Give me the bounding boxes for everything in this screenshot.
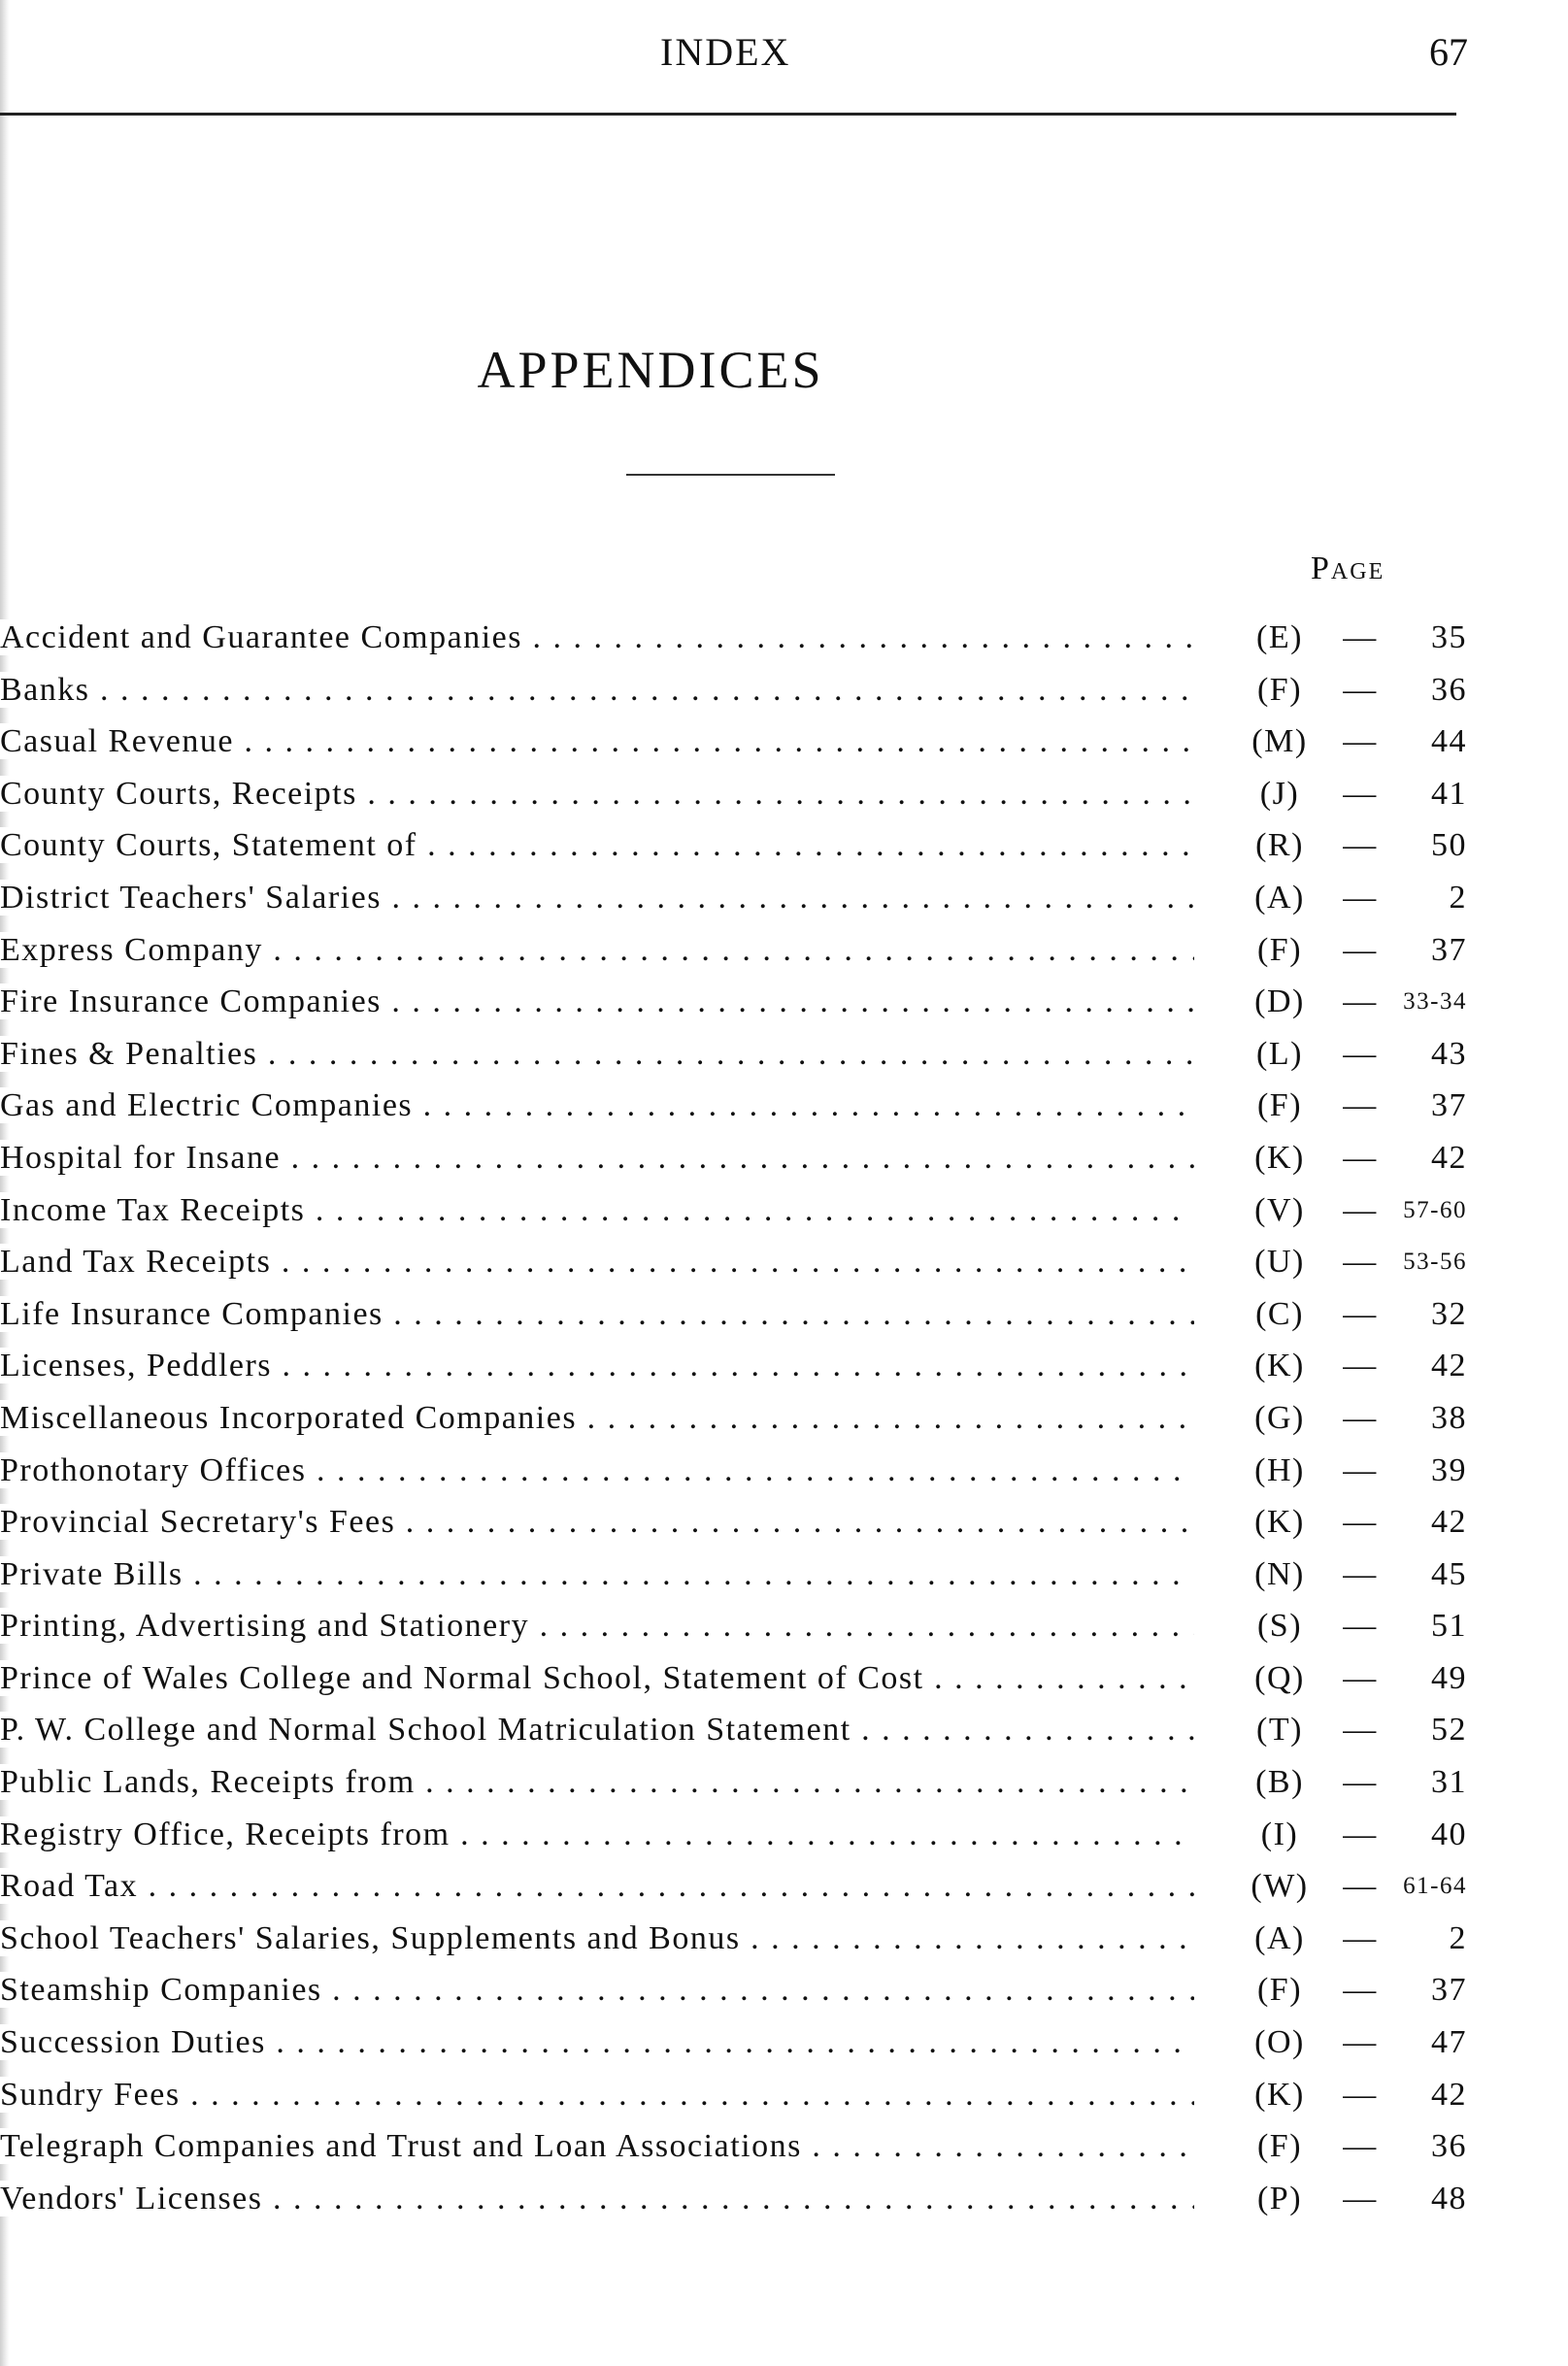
index-entry <box>0 1132 1568 1184</box>
entry-name <box>0 664 1194 716</box>
entry-name-text: Casual Revenue <box>0 723 234 760</box>
index-entry <box>0 1600 1568 1652</box>
entry-dash: — <box>1343 1712 1378 1749</box>
index-entry <box>0 2069 1568 2121</box>
entry-name-text: Prince of Wales College and Normal School, Statement of Cost <box>0 1659 924 1696</box>
entry-name <box>0 1184 1194 1237</box>
entry-appendix-code: (K) <box>1254 1139 1305 1176</box>
entry-dash: — <box>1343 1919 1378 1956</box>
index-entry <box>0 1445 1568 1497</box>
entry-dash: — <box>1343 671 1378 708</box>
entry-name <box>0 2120 1194 2173</box>
index-entry <box>0 1392 1568 1445</box>
entry-dash: — <box>1343 1087 1378 1124</box>
entry-name <box>0 1080 1194 1132</box>
entry-dash: — <box>1343 1608 1378 1645</box>
entry-page: 32 <box>1431 1295 1467 1332</box>
entry-dash: — <box>1343 2024 1378 2061</box>
entry-dash: — <box>1343 931 1378 968</box>
entry-name-text: Private Bills <box>0 1555 183 1592</box>
entry-appendix-code: (V) <box>1254 1191 1305 1228</box>
section-title: APPENDICES <box>477 341 824 399</box>
index-entry <box>0 664 1568 716</box>
index-entry <box>0 1340 1568 1392</box>
entry-page: 2 <box>1449 879 1467 916</box>
entry-dash: — <box>1343 1451 1378 1488</box>
entry-name-text: Fire Insurance Companies <box>0 983 382 1020</box>
entry-appendix-code: (K) <box>1254 1348 1305 1384</box>
index-entry <box>0 872 1568 924</box>
entry-name-text: Public Lands, Receipts from <box>0 1764 416 1801</box>
entry-dash: — <box>1343 1764 1378 1801</box>
entry-name <box>0 1288 1194 1341</box>
index-entry <box>0 1549 1568 1601</box>
entry-appendix-code: (F) <box>1256 2128 1303 2165</box>
entry-name <box>0 2173 1194 2225</box>
entry-dash: — <box>1343 1972 1378 2009</box>
index-entry <box>0 2016 1568 2069</box>
entry-name <box>0 1809 1194 1861</box>
entry-dash: — <box>1343 775 1378 812</box>
entry-name <box>0 2069 1194 2121</box>
entry-name <box>0 1028 1194 1081</box>
entry-appendix-code: (C) <box>1255 1295 1304 1332</box>
entry-page: 42 <box>1431 2076 1467 2113</box>
entry-page: 33-34 <box>1403 988 1467 1016</box>
entry-dash: — <box>1343 983 1378 1020</box>
index-entry <box>0 1809 1568 1861</box>
entry-page: 50 <box>1431 827 1467 864</box>
entry-appendix-code: (F) <box>1256 1972 1303 2009</box>
entry-name <box>0 612 1194 664</box>
entry-name <box>0 1652 1194 1705</box>
entry-page: 51 <box>1431 1608 1467 1645</box>
entry-name-text: Prothonotary Offices <box>0 1451 307 1488</box>
entry-appendix-code: (F) <box>1256 1087 1303 1124</box>
entry-page: 38 <box>1431 1399 1467 1436</box>
entry-dash: — <box>1343 1139 1378 1176</box>
index-entry <box>0 768 1568 820</box>
entry-appendix-code: (J) <box>1259 775 1300 812</box>
entry-page: 45 <box>1431 1555 1467 1592</box>
index-entry <box>0 1236 1568 1288</box>
entry-page: 53-56 <box>1403 1249 1467 1276</box>
title-rule <box>626 474 835 476</box>
entry-appendix-code: (P) <box>1256 2180 1303 2216</box>
entry-dash: — <box>1343 1868 1378 1905</box>
entry-name <box>0 1913 1194 1965</box>
entry-appendix-code: (S) <box>1256 1608 1303 1645</box>
header-rule <box>0 113 1456 116</box>
entry-dash: — <box>1343 2076 1378 2113</box>
entry-name-text: Succession Duties <box>0 2024 266 2061</box>
entry-name <box>0 1496 1194 1549</box>
entry-name <box>0 1600 1194 1652</box>
entry-name-text: Income Tax Receipts <box>0 1191 306 1228</box>
running-header <box>0 29 1568 87</box>
entry-name-text: Hospital for Insane <box>0 1139 282 1176</box>
index-entry <box>0 1860 1568 1913</box>
entry-name <box>0 768 1194 820</box>
entry-dash: — <box>1343 1399 1378 1436</box>
entry-name <box>0 716 1194 768</box>
entry-name-text: Miscellaneous Incorporated Companies <box>0 1399 578 1436</box>
entry-name-text: Fines & Penalties <box>0 1035 258 1072</box>
index-entry <box>0 976 1568 1028</box>
entry-name-text: P. W. College and Normal School Matriculation Statement <box>0 1712 851 1749</box>
index-entry <box>0 612 1568 664</box>
entry-name <box>0 1132 1194 1184</box>
entry-page: 39 <box>1431 1451 1467 1488</box>
entry-page: 36 <box>1431 2128 1467 2165</box>
index-entry <box>0 2173 1568 2225</box>
entry-page: 49 <box>1431 1659 1467 1696</box>
index-entry <box>0 1496 1568 1549</box>
entry-dash: — <box>1343 1191 1378 1228</box>
running-title: INDEX <box>660 30 791 74</box>
entry-page: 48 <box>1431 2180 1467 2216</box>
index-entry <box>0 1288 1568 1341</box>
entry-appendix-code: (I) <box>1260 1816 1299 1852</box>
entry-page: 52 <box>1431 1712 1467 1749</box>
entry-appendix-code: (F) <box>1256 931 1303 968</box>
entry-name-text: Printing, Advertising and Stationery <box>0 1608 530 1645</box>
entry-page: 42 <box>1431 1348 1467 1384</box>
entry-name <box>0 2016 1194 2069</box>
entry-appendix-code: (D) <box>1254 983 1305 1020</box>
entry-appendix-code: (G) <box>1254 1399 1305 1436</box>
index-entry <box>0 716 1568 768</box>
entry-page: 41 <box>1431 775 1467 812</box>
entry-appendix-code: (F) <box>1256 671 1303 708</box>
entry-appendix-code: (O) <box>1254 2024 1305 2061</box>
index-entry <box>0 1704 1568 1756</box>
entry-appendix-code: (B) <box>1255 1764 1304 1801</box>
entry-dash: — <box>1343 1035 1378 1072</box>
entry-name-text: County Courts, Statement of <box>0 827 417 864</box>
entry-name-text: School Teachers' Salaries, Supplements and Bonus <box>0 1919 741 1956</box>
entry-dash: — <box>1343 2180 1378 2216</box>
entry-page: 42 <box>1431 1504 1467 1541</box>
entry-dash: — <box>1343 723 1378 760</box>
page-number: 67 <box>1429 30 1468 74</box>
entry-page: 43 <box>1431 1035 1467 1072</box>
index-entry <box>0 1964 1568 2016</box>
index-entries <box>0 612 1568 2224</box>
entry-appendix-code: (A) <box>1254 1919 1305 1956</box>
entry-dash: — <box>1343 1244 1378 1281</box>
entry-appendix-code: (L) <box>1256 1035 1303 1072</box>
entry-name-text: District Teachers' Salaries <box>0 879 382 916</box>
entry-name-text: Banks <box>0 671 90 708</box>
entry-appendix-code: (E) <box>1256 619 1303 655</box>
entry-name-text: Vendors' Licenses <box>0 2180 263 2216</box>
entry-page: 2 <box>1449 1919 1467 1956</box>
entry-page: 37 <box>1431 1087 1467 1124</box>
entry-page: 37 <box>1431 931 1467 968</box>
entry-dash: — <box>1343 1295 1378 1332</box>
entry-appendix-code: (M) <box>1251 723 1308 760</box>
entry-name <box>0 1860 1194 1913</box>
index-entry <box>0 1913 1568 1965</box>
entry-name-text: Provincial Secretary's Fees <box>0 1504 396 1541</box>
entry-appendix-code: (K) <box>1254 2076 1305 2113</box>
entry-name-text: Life Insurance Companies <box>0 1295 384 1332</box>
entry-name <box>0 1445 1194 1497</box>
entry-name <box>0 1340 1194 1392</box>
entry-name-text: Sundry Fees <box>0 2076 181 2113</box>
entry-dash: — <box>1343 1659 1378 1696</box>
entry-page: 36 <box>1431 671 1467 708</box>
index-entry <box>0 1756 1568 1809</box>
entry-page: 44 <box>1431 723 1467 760</box>
index-entry <box>0 924 1568 977</box>
entry-page: 31 <box>1431 1764 1467 1801</box>
entry-dash: — <box>1343 827 1378 864</box>
entry-name <box>0 1756 1194 1809</box>
entry-dash: — <box>1343 879 1378 916</box>
entry-dash: — <box>1343 2128 1378 2165</box>
entry-name-text: Express Company <box>0 931 263 968</box>
entry-page: 35 <box>1431 619 1467 655</box>
entry-name-text: Licenses, Peddlers <box>0 1348 273 1384</box>
entry-page: 42 <box>1431 1139 1467 1176</box>
entry-page: 61-64 <box>1403 1873 1467 1900</box>
index-entry <box>0 819 1568 872</box>
entry-appendix-code: (K) <box>1254 1504 1305 1541</box>
entry-name-text: Gas and Electric Companies <box>0 1087 414 1124</box>
entry-page: 47 <box>1431 2024 1467 2061</box>
entry-appendix-code: (Q) <box>1254 1659 1305 1696</box>
entry-dash: — <box>1343 1504 1378 1541</box>
entry-dash: — <box>1343 1348 1378 1384</box>
index-entry <box>0 1184 1568 1237</box>
entry-appendix-code: (N) <box>1254 1555 1305 1592</box>
entry-name-text: Accident and Guarantee Companies <box>0 619 522 655</box>
entry-appendix-code: (W) <box>1251 1868 1309 1905</box>
entry-appendix-code: (A) <box>1254 879 1305 916</box>
entry-name <box>0 1392 1194 1445</box>
entry-appendix-code: (U) <box>1254 1244 1305 1281</box>
entry-name <box>0 1236 1194 1288</box>
entry-name-text: Registry Office, Receipts from <box>0 1816 450 1852</box>
index-entry <box>0 2120 1568 2173</box>
entry-appendix-code: (H) <box>1254 1451 1305 1488</box>
entry-name <box>0 1549 1194 1601</box>
entry-name-text: Steamship Companies <box>0 1972 322 2009</box>
entry-name <box>0 1704 1194 1756</box>
entry-dash: — <box>1343 1816 1378 1852</box>
entry-page: 57-60 <box>1403 1196 1467 1223</box>
entry-name <box>0 924 1194 977</box>
index-entry <box>0 1080 1568 1132</box>
entry-dash: — <box>1343 1555 1378 1592</box>
entry-name <box>0 872 1194 924</box>
entry-page: 37 <box>1431 1972 1467 2009</box>
entry-name <box>0 1964 1194 2016</box>
entry-page: 40 <box>1431 1816 1467 1852</box>
entry-name <box>0 976 1194 1028</box>
page-column-label: Page <box>1311 550 1385 586</box>
entry-appendix-code: (R) <box>1255 827 1304 864</box>
index-entry <box>0 1652 1568 1705</box>
entry-name-text: Land Tax Receipts <box>0 1244 272 1281</box>
entry-name-text: Telegraph Companies and Trust and Loan Associations <box>0 2128 802 2165</box>
entry-name-text: County Courts, Receipts <box>0 775 357 812</box>
index-entry <box>0 1028 1568 1081</box>
entry-dash: — <box>1343 619 1378 655</box>
entry-name-text: Road Tax <box>0 1868 139 1905</box>
entry-name <box>0 819 1194 872</box>
entry-appendix-code: (T) <box>1256 1712 1303 1749</box>
